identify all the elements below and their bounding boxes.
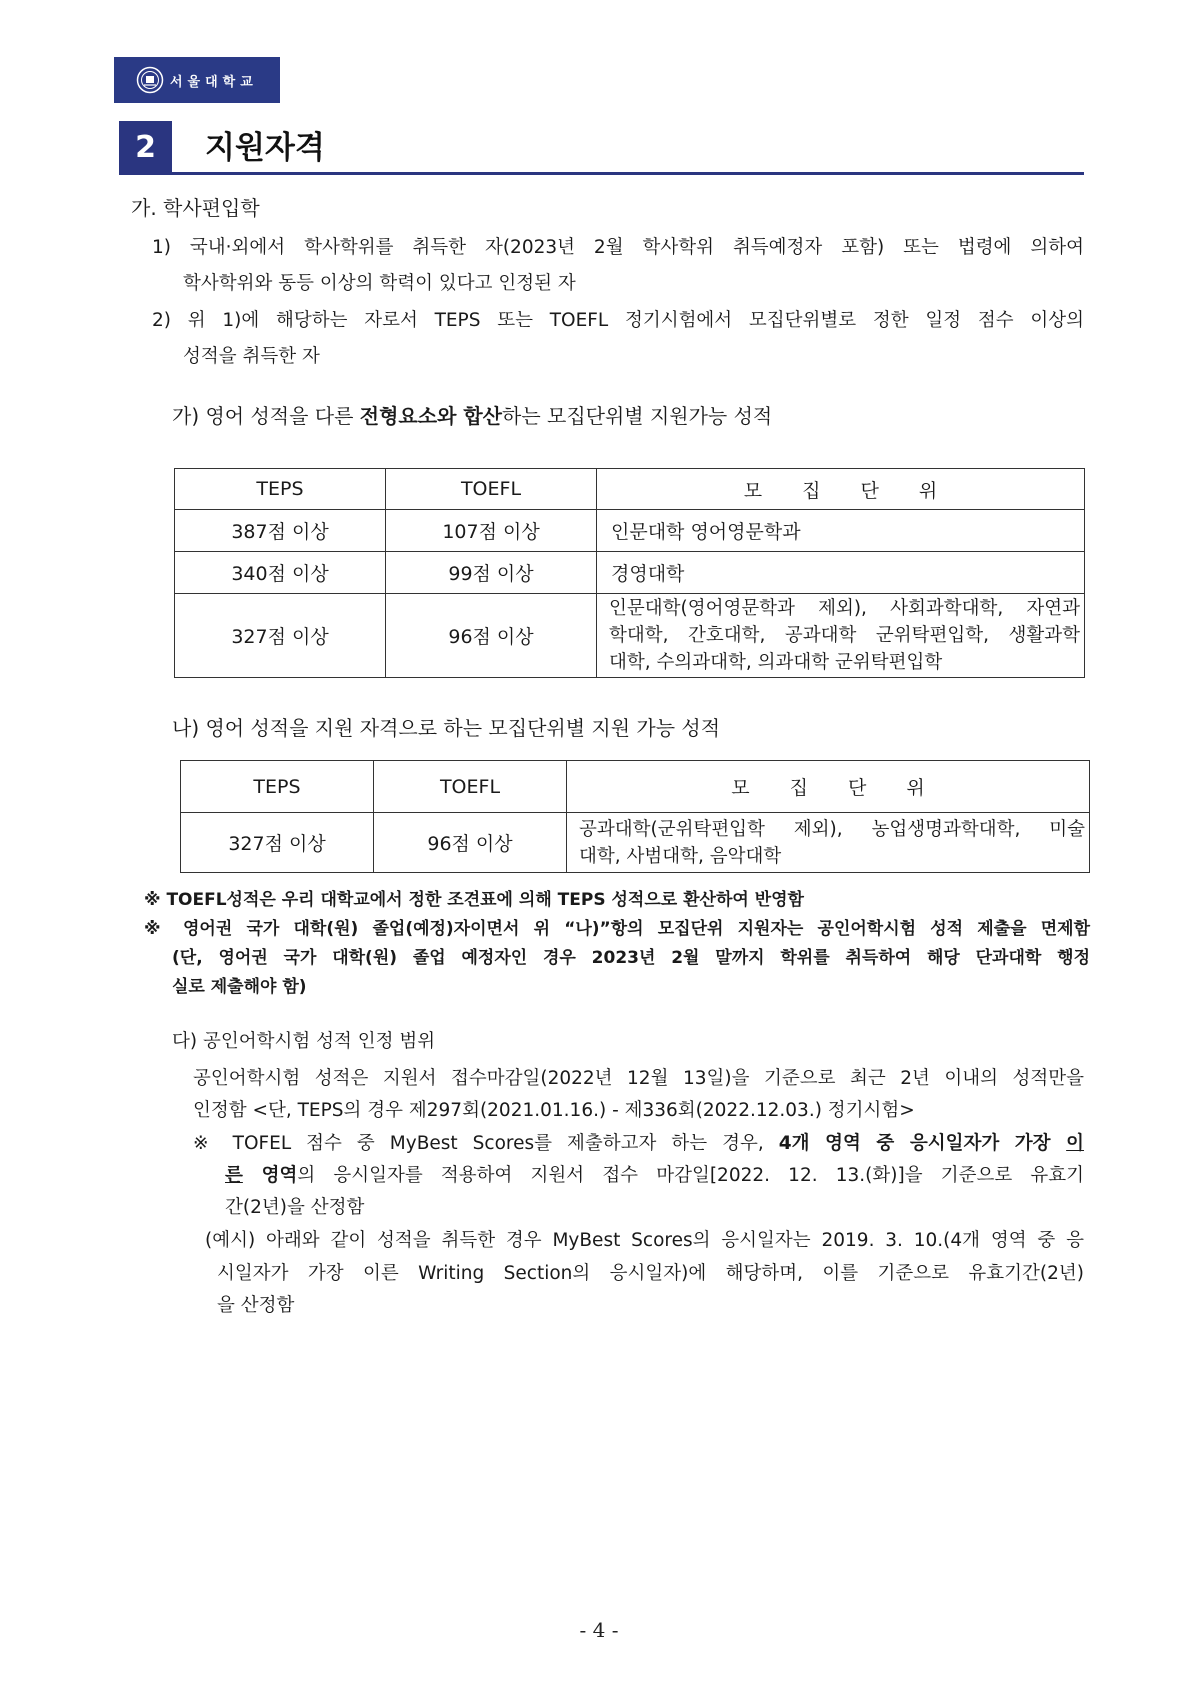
units-cell: 인문대학 영어영문학과 (597, 510, 1085, 552)
subsection-title: 가. 학사편입학 (131, 196, 260, 220)
page-number: - 4 - (579, 1618, 619, 1642)
university-logo (114, 57, 280, 103)
header-toefl: TOEFL (386, 469, 597, 510)
sub-da-line2: 인정함 <단, TEPS의 경우 제297회(2021.01.16.) - 제336회(2022.12.03.) 정기시험> (193, 1100, 915, 1121)
tofel-note-line1 (193, 1126, 1084, 1162)
section-title: 지원자격 (205, 130, 325, 166)
example-line1: (예시) 아래와 같이 성적을 취득한 경우 MyBest Scores의 응시일자는 2019. 3. 10.(4개 영역 중 응 (205, 1230, 1084, 1251)
note-exemption-line3: 실로 제출해야 함) (172, 977, 307, 997)
example-line3: 을 산정함 (217, 1295, 295, 1316)
sub-ga-heading (172, 398, 772, 434)
header-teps: TEPS (181, 761, 374, 813)
header-toefl: TOEFL (374, 761, 567, 813)
section-number: 2 (119, 121, 172, 175)
teps-score: 327점 이상 (181, 813, 374, 873)
item1-line2: 학사학위와 동등 이상의 학력이 있다고 인정된 자 (183, 273, 576, 294)
note-exemption-line1: ※ 영어권 국가 대학(원) 졸업(예정)자이면서 위 “나)”항의 모집단위 지원자는 공인어학시험 성적 제출을 면제함 (144, 919, 1090, 939)
tofel-note-line2 (225, 1158, 1084, 1194)
score-table-2 (180, 760, 1090, 873)
tofel-suffix: 의 응시일자를 적용하여 지원서 접수 마감일[2022. 12. 13.(화)]을 기준으로 유효기 (297, 1165, 1084, 1186)
units-line: 대학, 사범대학, 음악대학 (579, 845, 782, 867)
tofel-bold-underlined: 른 (225, 1165, 243, 1186)
teps-score: 387점 이상 (175, 510, 386, 552)
tofel-note-line3: 간(2년)을 산정함 (225, 1197, 365, 1218)
units-cell: 경영대학 (597, 552, 1085, 594)
tofel-bold-underlined: 이 (1066, 1133, 1084, 1154)
units-line: 대학, 수의과대학, 의과대학 군위탁편입학 (609, 652, 943, 673)
tofel-prefix: ※ TOFEL 점수 중 MyBest Scores를 제출하고자 하는 경우, (193, 1133, 779, 1154)
note-toefl-conversion: ※ TOEFL성적은 우리 대학교에서 정한 조견표에 의해 TEPS 성적으로 환산하여 반영함 (144, 890, 804, 910)
toefl-score: 107점 이상 (386, 510, 597, 552)
table-row (181, 813, 1090, 873)
header-teps: TEPS (175, 469, 386, 510)
sub-da-heading: 다) 공인어학시험 성적 인정 범위 (172, 1031, 436, 1052)
table-header-row (181, 761, 1090, 813)
sub-ga-suffix: 하는 모집단위별 지원가능 성적 (502, 404, 773, 428)
units-cell (567, 813, 1090, 873)
sub-ga-prefix: 가) 영어 성적을 다른 (172, 404, 360, 428)
example-line2: 시일자가 가장 이른 Writing Section의 응시일자)에 해당하며, 이를 기준으로 유효기간(2년) (217, 1263, 1084, 1284)
toefl-score: 96점 이상 (374, 813, 567, 873)
teps-score: 327점 이상 (175, 594, 386, 678)
teps-score: 340점 이상 (175, 552, 386, 594)
section-underline (119, 172, 1084, 175)
header-units: 모 집 단 위 (567, 761, 1090, 813)
units-cell (597, 594, 1085, 678)
toefl-score: 96점 이상 (386, 594, 597, 678)
item1-line1: 1) 국내·외에서 학사학위를 취득한 자(2023년 2월 학사학위 취득예정자 포함) 또는 법령에 의하여 (152, 237, 1084, 258)
units-line: 학대학, 간호대학, 공과대학 군위탁편입학, 생활과학 (609, 625, 1080, 646)
item2-line1: 2) 위 1)에 해당하는 자로서 TEPS 또는 TOEFL 정기시험에서 모집단위별로 정한 일정 점수 이상의 (152, 310, 1084, 331)
sub-da-line1: 공인어학시험 성적은 지원서 접수마감일(2022년 12월 13일)을 기준으로 최근 2년 이내의 성적만을 (193, 1068, 1084, 1089)
table-row (175, 594, 1085, 678)
table-header-row (175, 469, 1085, 510)
tofel-bold: 4개 영역 중 응시일자가 가장 (778, 1133, 1067, 1154)
note-exemption-line2: (단, 영어권 국가 대학(원) 졸업 예정자인 경우 2023년 2월 말까지 학위를 취득하여 해당 단과대학 행정 (172, 948, 1090, 968)
table-row (175, 552, 1085, 594)
units-line: 공과대학(군위탁편입학 제외), 농업생명과학대학, 미술 (579, 818, 1085, 840)
item2-line2: 성적을 취득한 자 (183, 346, 320, 367)
units-line: 인문대학(영어영문학과 제외), 사회과학대학, 자연과 (609, 598, 1080, 619)
table-row (175, 510, 1085, 552)
sub-na-heading: 나) 영어 성적을 지원 자격으로 하는 모집단위별 지원 가능 성적 (172, 716, 721, 740)
score-table-1 (174, 468, 1085, 678)
toefl-score: 99점 이상 (386, 552, 597, 594)
tofel-bold: 영역 (242, 1165, 298, 1186)
header-units: 모 집 단 위 (597, 469, 1085, 510)
university-seal-icon (136, 66, 164, 94)
sub-ga-bold: 전형요소와 합산 (359, 404, 502, 428)
logo-text: 서울대학교 (170, 74, 258, 90)
